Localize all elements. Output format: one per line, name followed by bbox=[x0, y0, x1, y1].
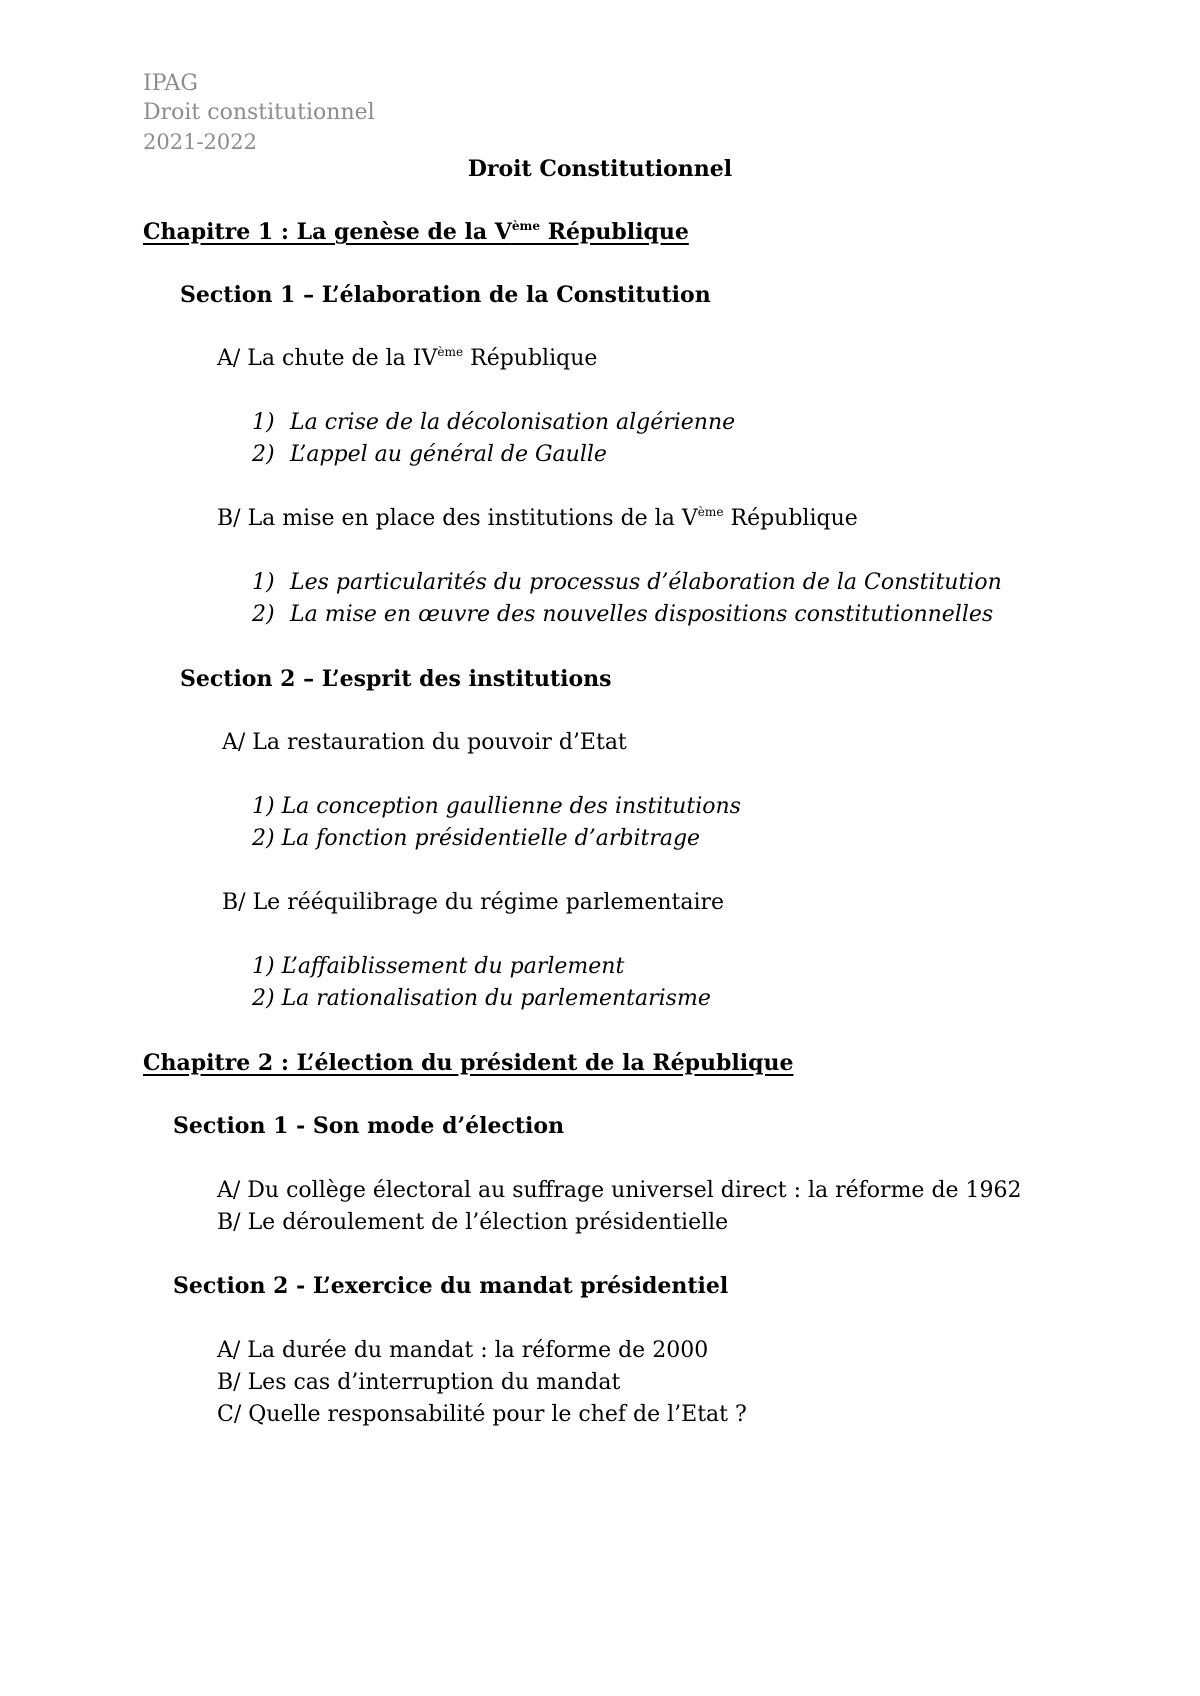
ch1-s1-a-item-1-text: La crise de la décolonisation algérienne bbox=[290, 410, 736, 435]
chapter-2-section-1-heading: Section 1 - Son mode d’élection bbox=[173, 1113, 565, 1139]
chapter-1-section-2-heading: Section 2 – L’esprit des institutions bbox=[180, 666, 612, 692]
ch1-s1-b-item-1-text: Les particularités du processus d’élaboration de la Constitution bbox=[290, 570, 1002, 595]
ch1-s1-a-item-1-number: 1) bbox=[252, 410, 275, 435]
ch1-s1-b-item-2-text: La mise en œuvre des nouvelles dispositions constitutionnelles bbox=[290, 602, 994, 627]
ch1-s1-b-item-2-number: 2) bbox=[252, 602, 275, 627]
ch1-s1-part-a-superscript: ème bbox=[437, 344, 464, 359]
header-year: 2021-2022 bbox=[143, 130, 257, 154]
chapter-1-superscript: ème bbox=[511, 218, 541, 233]
ch2-s1-part-a: A/ Du collège électoral au suffrage universel direct : la réforme de 1962 bbox=[217, 1178, 1022, 1203]
chapter-2-heading: Chapitre 2 : L’élection du président de la République bbox=[143, 1050, 794, 1076]
header-institution: IPAG bbox=[143, 71, 198, 96]
ch1-s1-a-item-2-number: 2) bbox=[252, 442, 275, 467]
ch1-s1-b-item-2 bbox=[252, 601, 993, 629]
ch1-s1-part-a-text: A/ La chute de la IV bbox=[217, 346, 438, 371]
ch1-s1-b-item-1 bbox=[252, 569, 1002, 597]
ch1-s2-a-item-1: 1) La conception gaullienne des institutions bbox=[252, 794, 741, 819]
document-title: Droit Constitutionnel bbox=[467, 156, 733, 182]
ch1-s1-part-b bbox=[217, 505, 858, 533]
chapter-1-section-1-heading: Section 1 – L’élaboration de la Constitution bbox=[180, 282, 711, 308]
chapter-1-heading-text: Chapitre 1 : La genèse de la V bbox=[143, 219, 512, 245]
ch1-s1-part-b-superscript: ème bbox=[697, 504, 724, 519]
ch1-s2-b-item-2: 2) La rationalisation du parlementarisme bbox=[252, 986, 711, 1011]
chapter-2-section-2-heading: Section 2 - L’exercice du mandat présidentiel bbox=[173, 1273, 729, 1299]
ch1-s2-part-b: B/ Le rééquilibrage du régime parlementaire bbox=[222, 890, 725, 915]
ch1-s1-b-item-1-number: 1) bbox=[252, 570, 275, 595]
ch2-s1-part-b: B/ Le déroulement de l’élection présidentielle bbox=[217, 1210, 729, 1235]
ch2-s2-part-c: C/ Quelle responsabilité pour le chef de l’Etat ? bbox=[217, 1402, 747, 1427]
header-course: Droit constitutionnel bbox=[143, 100, 375, 125]
ch2-s2-part-a: A/ La durée du mandat : la réforme de 2000 bbox=[217, 1338, 709, 1363]
chapter-1-heading-suffix: République bbox=[540, 219, 689, 245]
ch1-s2-part-a: A/ La restauration du pouvoir d’Etat bbox=[222, 730, 627, 755]
ch1-s1-a-item-2-text: L’appel au général de Gaulle bbox=[290, 442, 607, 467]
ch1-s1-a-item-2 bbox=[252, 441, 607, 469]
ch2-s2-part-b: B/ Les cas d’interruption du mandat bbox=[217, 1370, 621, 1395]
ch1-s1-a-item-1 bbox=[252, 409, 735, 437]
ch1-s1-part-b-suffix: République bbox=[723, 506, 858, 531]
ch1-s1-part-a-suffix: République bbox=[463, 346, 598, 371]
chapter-1-heading bbox=[143, 218, 689, 246]
ch1-s1-part-a bbox=[217, 345, 597, 373]
ch1-s2-b-item-1: 1) L’affaiblissement du parlement bbox=[252, 954, 625, 979]
ch1-s2-a-item-2: 2) La fonction présidentielle d’arbitrage bbox=[252, 826, 701, 851]
ch1-s1-part-b-text: B/ La mise en place des institutions de la V bbox=[217, 506, 698, 531]
